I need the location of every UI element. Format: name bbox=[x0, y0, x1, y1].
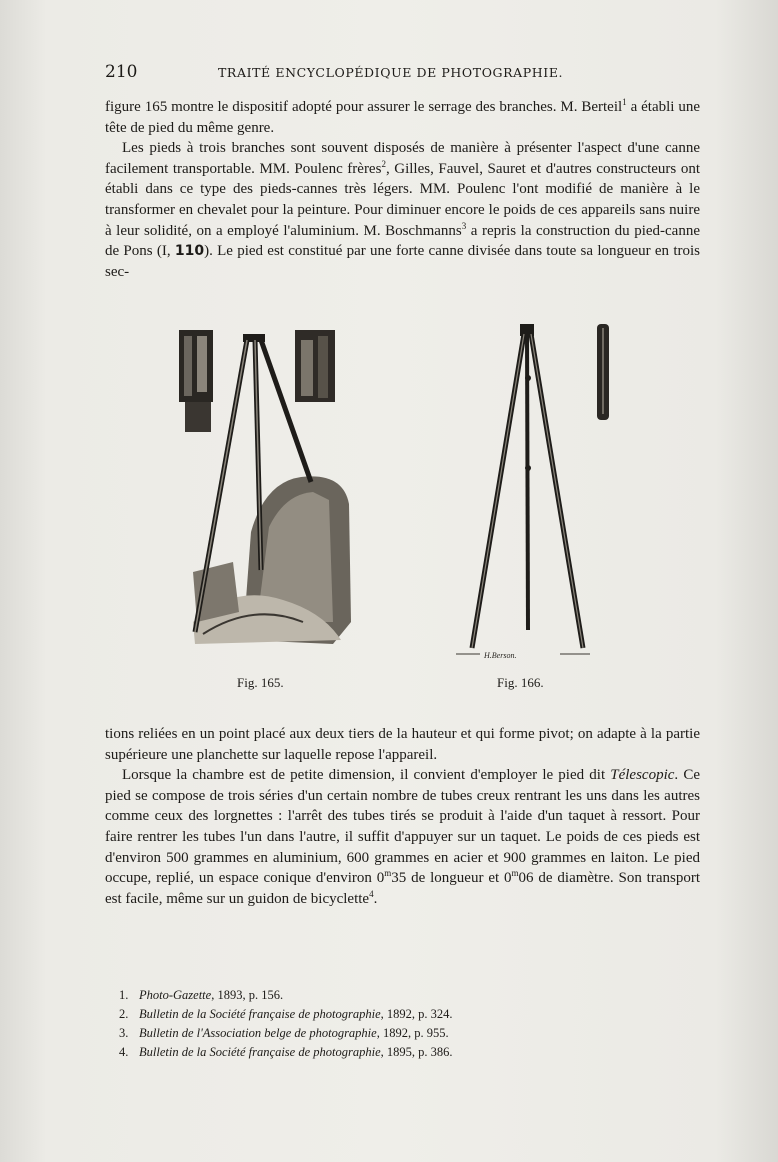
paragraph-4: Lorsque la chambre est de petite dimension, il convient d'employer le pied dit Télescopic. Ce pied se compose de trois séries d'un certain nombre de tubes creux rentrant les uns dans les autres comme ceux des lorgnettes : l'arrêt des tubes tirés se produit à l'aide d'un taquet à ressort. Pour faire rentrer les tubes l'un dans l'autre, il suffit d'appuyer sur un taquet. Le poids de ces pieds est d'environ 500 grammes en aluminium, 600 grammes en acier et 900 grammes en laiton. Le pied occupe, replié, un espace conique d'environ 0$^m$35 de longueur et 0$^m$06 de diamètre. Son transport est facile, même sur un guidon de bicyclette$^4$. bbox=[105, 767, 701, 907]
text-block-upper bbox=[105, 97, 700, 282]
paragraph-1: figure 165 montre le dispositif adopté pour assurer le serrage des branches. M. Berteil$^1$ a établi une tête de pied du même genre. bbox=[105, 97, 700, 136]
page-number: 210 bbox=[105, 62, 138, 82]
figure-166-cane-tripod bbox=[450, 318, 625, 663]
telescopic-term: Télescopic bbox=[610, 767, 675, 784]
text-block-lower bbox=[105, 724, 700, 909]
footnotes bbox=[119, 986, 679, 1062]
illustrator-signature: H.Berson. bbox=[484, 651, 517, 660]
volume-reference: 110 bbox=[174, 243, 205, 260]
footnote-ref-3: 3 bbox=[461, 220, 467, 231]
footnote-4: 4. Bulletin de la Société française de photographie, 1895, p. 386. bbox=[119, 1045, 453, 1059]
page-header bbox=[105, 62, 700, 84]
tripod-rock-illustration bbox=[173, 322, 355, 660]
paragraph-2: Les pieds à trois branches sont souvent disposés de manière à présenter l'aspect d'une canne facilement transportable. MM. Poulenc frères$^2$, Gilles, Fauvel, Sauret et d'autres constructeurs ont établi dans ce type des pieds-cannes très légers. MM. Poulenc l'ont modifié de manière à le transformer en chevalet pour la peinture. Pour diminuer encore le poids de ces appareils sans nuire à leur solidité, on a employé l'aluminium. M. Boschmanns$^3$ a repris la construction du pied-canne de Pons (I, 110). Le pied est constitué par une forte canne divisée dans toute sa longueur en trois sec- bbox=[105, 140, 700, 280]
footnote-ref-4: 4 bbox=[369, 888, 374, 899]
footnote-2: 2. Bulletin de la Société française de photographie, 1892, p. 324. bbox=[119, 1007, 453, 1021]
cane-tripod-illustration bbox=[450, 318, 625, 663]
figure-165-caption: Fig. 165. bbox=[237, 675, 284, 690]
running-title: TRAITÉ ENCYCLOPÉDIQUE DE PHOTOGRAPHIE. bbox=[218, 65, 564, 80]
figure-165-tripod-on-rock bbox=[173, 322, 355, 660]
footnote-1: 1. Photo-Gazette, 1893, p. 156. bbox=[119, 988, 284, 1002]
figure-166-caption: Fig. 166. bbox=[497, 675, 544, 690]
footnote-3: 3. Bulletin de l'Association belge de photographie, 1892, p. 955. bbox=[119, 1026, 449, 1040]
footnote-ref-1: 1 bbox=[622, 97, 627, 107]
footnote-ref-2: 2 bbox=[381, 158, 386, 169]
paragraph-3: tions reliées en un point placé aux deux tiers de la hauteur et qui forme pivot; on adapte à la partie supérieure une planchette sur laquelle repose l'appareil. bbox=[105, 726, 700, 763]
